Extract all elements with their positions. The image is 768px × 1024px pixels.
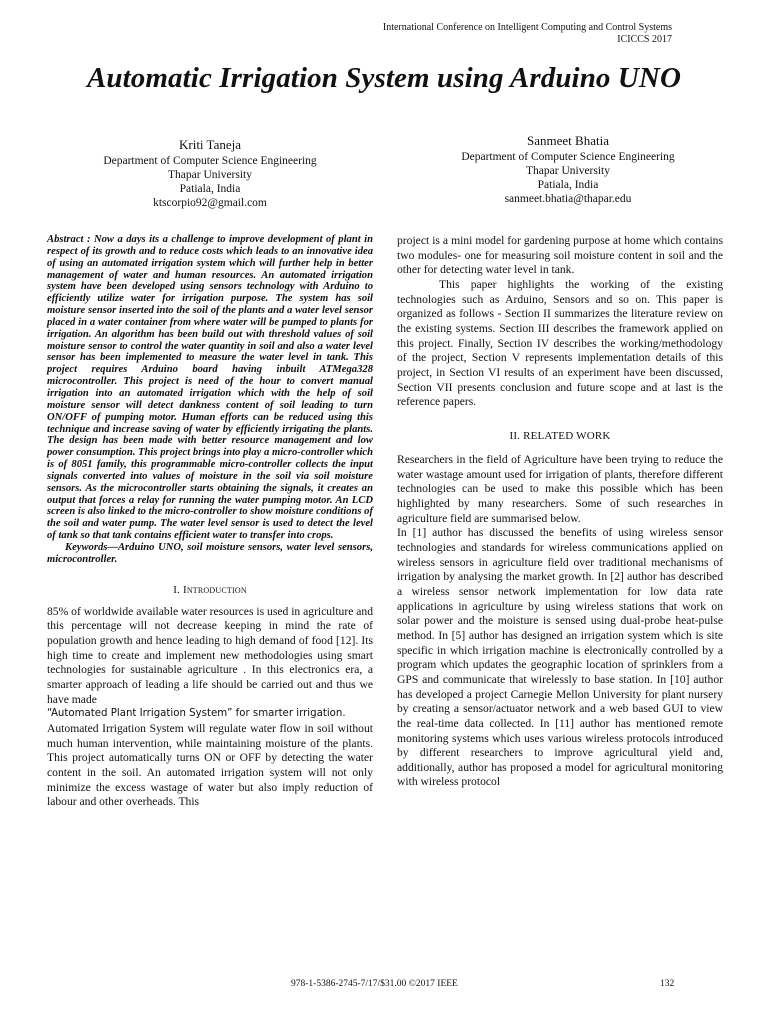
intro-paragraph-continued: project is a mini model for gardening purpose at home which contains two modules- one for measuring soil moisture content in soil and the other for detecting water level in tank. — [397, 234, 723, 277]
paper-organization-paragraph: This paper highlights the working of the existing technologies such as Arduino, Sensors and so on. This paper is organized as follows - Section II summarizes the literature review on the existing systems. Section III describes the framework applied on this project. Finally, Section IV describes the working/methodology of the project, Section V represents implementation details of this project, in Section VI results of an experiment have been discussed, Section VII presents conclusion and future scope and at last is the reference papers. — [397, 277, 723, 409]
left-column — [47, 234, 373, 810]
author-department: Department of Computer Science Engineering — [461, 151, 675, 163]
author-location: Patiala, India — [179, 183, 241, 195]
author-department: Department of Computer Science Engineering — [103, 155, 317, 167]
intro-quote: “Automated Plant Irrigation System” for smarter irrigation. — [47, 708, 346, 720]
author-block-2 — [418, 132, 718, 206]
author-university: Thapar University — [526, 165, 610, 177]
section-title: Introduction — [182, 583, 247, 596]
author-email: sanmeet.bhatia@thapar.edu — [504, 193, 632, 205]
related-work-paragraph: Researchers in the field of Agriculture have been trying to reduce the water wastage amount used for irrigation of plants, therefore different technologies can be used to make this possible which has been highlighted by many researchers. Some of such researches in agriculture field are summarised below. — [397, 453, 723, 525]
author-university: Thapar University — [168, 169, 252, 181]
paper-title: Automatic Irrigation System using Arduino UNO — [86, 62, 682, 94]
intro-paragraph: Automated Irrigation System will regulate water flow in soil without much human intervention, while maintaining moisture of the plants. This project automatically turns ON or OFF by detecting the water content in the soil. An automated irrigation system will not only minimize the excess wastage of water but also imply reduction of labour and other overheads. This — [47, 722, 373, 809]
keywords: Keywords—Arduino UNO, soil moisture sensors, water level sensors, microcontroller. — [47, 541, 373, 565]
copyright-notice: 978-1-5386-2745-7/17/$31.00 ©2017 IEEE — [291, 979, 458, 989]
conference-header — [383, 22, 672, 46]
author-block-1 — [60, 136, 360, 210]
author-name: Sanmeet Bhatia — [527, 133, 609, 148]
abstract: Abstract : Now a days its a challenge to improve development of plant in respect of its growth and to reduce costs which leads to an innovative idea of using an automated irrigation system which will further help in better management of water and human resources. An automated irrigation system have been developed using sensors technology with Arduino to efficiently utilize water for irrigation purpose. The system has soil moisture sensor inserted into the soil of the plants and a water level sensor placed in a water container from where water will be pumped to plants for irrigation. An algorithm has been build out with threshold values of soil moisture sensor to control the water quantity in soil and also a water level sensor has been implemented to measure the water level in tank. This project requires Arduino board having inbuilt ATMega328 microcontroller. This project is need of the hour to convert manual irrigation into an automated irrigation which with the help of soil moisture sensor will detect dankness content of soil leading to turn ON/OFF of pumping motor. Human efforts can be reduced using this technique and increase saving of water by efficiently irrigating the plants. The design has been made with better resource management and low power consumption. This project brings into play a micro-controller which is of 8051 family, this programmable micro-controller collects the input signals converted into values of moisture in the soil via soil moisture sensors. As the microcontroller starts obtaining the signals, it creates an output that forces a relay for running the water pumping motor. An LCD screen is also linked to the micro-controller to show moisture conditions of the soil and water pump. The water level sensor is used to detect the level of tank so that tank contains efficient water to transfer into crops. — [47, 234, 373, 542]
section-heading-introduction — [47, 584, 373, 597]
conference-acronym: ICICCS 2017 — [617, 34, 672, 45]
page-number: 132 — [660, 979, 675, 989]
author-name: Kriti Taneja — [178, 137, 242, 152]
author-email: ktscorpio92@gmail.com — [153, 197, 267, 209]
author-location: Patiala, India — [537, 179, 599, 191]
section-number: I. — [173, 583, 181, 596]
intro-paragraph: 85% of worldwide available water resources is used in agriculture and this percentage will not decrease keeping in mind the rate of population growth and hence leading to high demand of food [12]. Its high time to create and implement new methodologies using smart technologies for sustainable agriculture . In this electronics era, a smarter approach of leading a life should be carried out and thus we have made — [47, 604, 373, 706]
conference-name: International Conference on Intelligent Computing and Control Systems — [382, 22, 672, 33]
related-work-paragraph: In [1] author has discussed the benefits of using wireless sensor technologies and standards for wireless communications applied on wireless sensors in agriculture field over traditional mechanisms of irrigation by analysing the market growth. In [2] author has described a wireless sensor network implementation for low data rate applications in agriculture by using wireless stations that work on solar power and the moisture is sensed using dual-probe heat-pulse method. In [5] author has designed an irrigation system which is site specific in which irrigation machine is electronically controlled by a program which updates the geographic location of sprinklers from a GPS and communicate that wirelessly to base station. In [10] author has developed a project Carnegie Mellon University for plant nursery by creating a sensor/actuator network and a web based GUI to view the real-time data collected. In [11] author has mentioned remote monitoring systems which uses various wireless protocols introduced by different researchers to improve agricultural yield and, additionally, author has proposed a model for agricultural monitoring with wireless protocol — [397, 526, 723, 789]
right-column — [397, 234, 723, 790]
section-heading-related-work: II. RELATED WORK — [509, 429, 611, 442]
